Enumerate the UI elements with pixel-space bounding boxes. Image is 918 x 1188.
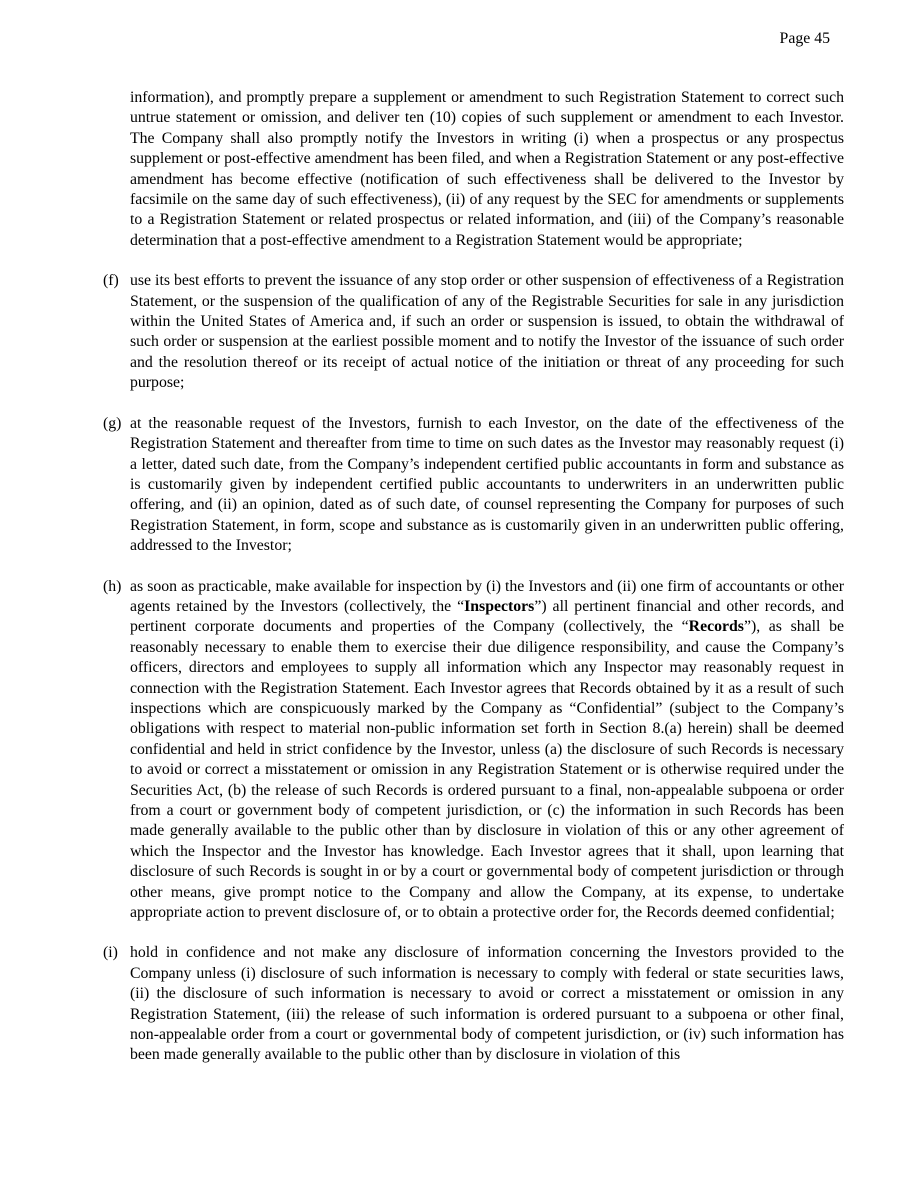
clause-f-text: use its best efforts to prevent the issuance of any stop order or other suspension of effectiveness of a Registration Statement, or the suspension of the qualification of any of the Registrable Securities for sale in any jurisdiction within the United States of America and, if such an order or suspension is issued, to obtain the withdrawal of such order or suspension at the earliest possible moment and to notify the Investor of the issuance of such order and the resolution thereof or its receipt of actual notice of the initiation or threat of any proceeding for such purpose;	[130, 272, 844, 392]
continuation-paragraph: information), and promptly prepare a supplement or amendment to such Registration Statement to correct such untrue statement or omission, and deliver ten (10) copies of such supplement or amendment to each Investor. The Company shall also promptly notify the Investors in writing (i) when a prospectus or any prospectus supplement or post-effective amendment has been filed, and when a Registration Statement or any post-effective amendment has become effective (notification of such effectiveness shall be delivered to the Investor by facsimile on the same day of such effectiveness), (ii) of any request by the SEC for amendments or supplements to a Registration Statement or related prospectus or related information, and (iii) of the Company’s reasonable determination that a post-effective amendment to a Registration Statement would be appropriate;	[130, 89, 844, 249]
clause-f	[103, 271, 844, 393]
clause-g	[103, 414, 844, 557]
clause-f-label: (f)	[103, 272, 119, 290]
clause-i-label: (i)	[103, 944, 118, 962]
clause-h-label: (h)	[103, 577, 122, 595]
clause-i-text: hold in confidence and not make any disclosure of information concerning the Investors provided to the Company unless (i) disclosure of such information is necessary to comply with federal or state securities laws, (ii) the disclosure of such information is necessary to avoid or correct a misstatement or omission in any Registration Statement, (iii) the release of such information is ordered pursuant to a subpoena or other final, non-appealable order from a court or governmental body of competent jurisdiction, or (iv) such information has been made generally available to the public other than by disclosure in violation of this	[130, 944, 844, 1064]
clause-i	[103, 943, 844, 1065]
clause-g-text: at the reasonable request of the Investors, furnish to each Investor, on the date of the effectiveness of the Registration Statement and thereafter from time to time on such dates as the Investor may reasonably request (i) a letter, dated such date, from the Company’s independent certified public accountants in form and substance as is customarily given by independent certified public accountants to underwriters in an underwritten public offering, and (ii) an opinion, dated as of such date, of counsel representing the Company for purposes of such Registration Statement, in form, scope and substance as is customarily given in an underwritten public offering, addressed to the Investor;	[130, 414, 844, 555]
clause-h	[103, 577, 844, 924]
page-number: Page 45	[779, 30, 830, 47]
clause-h-text: as soon as practicable, make available for inspection by (i) the Investors and (ii) one firm of accountants or other agents retained by the Investors (collectively, the “Inspectors”) all pertinent financial and other records, and pertinent corporate documents and properties of the Company (collectively, the “Records”), as shall be reasonably necessary to enable them to exercise their due diligence responsibility, and cause the Company’s officers, directors and employees to supply all information which any Inspector may reasonably request in connection with the Registration Statement. Each Investor agrees that Records obtained by it as a result of such inspections which are conspicuously marked by the Company as “Confidential” (subject to the Company’s obligations with respect to material non-public information set forth in Section 8.(a) herein) shall be deemed confidential and held in strict confidence by the Investor, unless (a) the disclosure of such Records is necessary to avoid or correct a misstatement or omission in any Registration Statement or is otherwise required under the Securities Act, (b) the release of such Records is ordered pursuant to a final, non-appealable subpoena or order from a court or government body of competent jurisdiction, or (c) the information in such Records has been made generally available to the public other than by disclosure in violation of this or any other agreement of which the Inspector and the Investor has knowledge. Each Investor agrees that it shall, upon learning that disclosure of such Records is sought in or by a court or governmental body of competent jurisdiction or through other means, give prompt notice to the Company and allow the Company, at its expense, to undertake appropriate action to prevent disclosure of, or to obtain a protective order for, the Records deemed confidential;	[130, 577, 844, 922]
body-text	[103, 88, 844, 1086]
clause-g-label: (g)	[103, 414, 122, 432]
